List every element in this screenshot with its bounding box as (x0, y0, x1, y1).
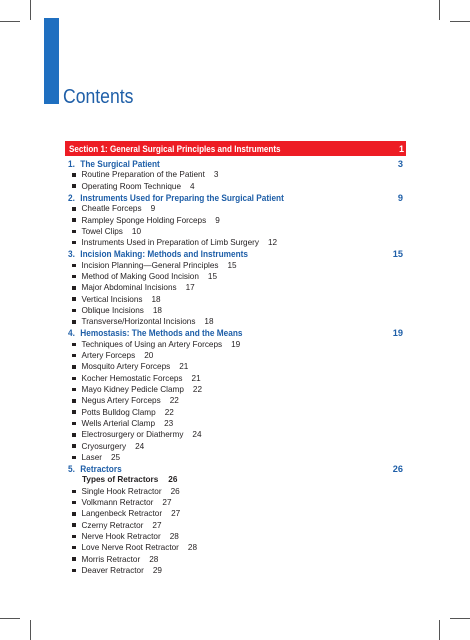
entry-page: 20 (144, 351, 154, 361)
entry-title: Major Abdominal Incisions (81, 283, 177, 293)
crop-mark (0, 21, 20, 22)
chapter-entry[interactable] (68, 192, 404, 203)
chapter-label (68, 159, 160, 169)
square-bullet-icon (72, 184, 76, 188)
entry-page: 9 (150, 204, 156, 214)
square-bullet-icon (72, 320, 76, 324)
entry-page: 25 (110, 452, 121, 462)
entry-page: 22 (192, 385, 203, 395)
list-item[interactable] (68, 305, 404, 316)
list-item[interactable] (68, 508, 404, 519)
list-item[interactable] (68, 429, 404, 440)
list-item[interactable] (68, 497, 404, 508)
chapter-entry[interactable] (68, 248, 404, 259)
entry-title: Operating Room Technique (81, 181, 182, 191)
entry-page: 19 (231, 339, 241, 349)
chapter-title: Instruments Used for Preparing the Surgical Patient (80, 192, 284, 203)
chapter-entry[interactable] (68, 158, 404, 169)
list-item[interactable] (68, 271, 404, 282)
entry-title: Electrosurgery or Diathermy (81, 430, 184, 440)
list-item[interactable] (68, 169, 404, 180)
square-bullet-icon (72, 512, 76, 516)
square-bullet-icon (72, 218, 76, 222)
list-item[interactable] (68, 237, 404, 248)
list-item[interactable] (68, 260, 404, 271)
list-item[interactable] (68, 565, 404, 576)
entry-page: 29 (152, 565, 162, 575)
page-title: Contents (63, 86, 134, 108)
entry-page: 9 (215, 215, 220, 225)
crop-mark (450, 21, 470, 22)
entry-title: Volkmann Retractor (81, 498, 154, 508)
square-bullet-icon (72, 490, 76, 494)
entry-title: Mosquito Artery Forceps (81, 362, 171, 372)
entry-title: Cheatle Forceps (81, 204, 142, 214)
entry-page: 27 (162, 498, 172, 508)
entry-page: 26 (170, 486, 180, 496)
entry-page: 12 (267, 238, 278, 248)
square-bullet-icon (72, 557, 76, 561)
entry-page: 18 (204, 317, 214, 327)
list-item[interactable] (68, 452, 404, 463)
entry-page: 28 (187, 543, 197, 553)
entry-title: Incision Planning—General Principles (81, 260, 219, 270)
accent-bar (44, 18, 59, 104)
entry-page: 28 (169, 531, 179, 541)
list-item[interactable] (68, 418, 404, 429)
entry-title: Kocher Hemostatic Forceps (81, 373, 183, 383)
entry-page: 18 (151, 294, 161, 304)
square-bullet-icon (72, 365, 76, 369)
chapter-number: 3. (68, 249, 75, 260)
entry-page: 15 (207, 272, 218, 282)
entry-page: 23 (164, 418, 174, 428)
list-item[interactable] (68, 531, 404, 542)
list-item[interactable] (68, 520, 404, 531)
table-of-contents (68, 158, 404, 576)
section-header[interactable] (65, 141, 406, 156)
list-item[interactable] (68, 214, 404, 225)
list-item[interactable] (68, 361, 404, 372)
square-bullet-icon (72, 546, 76, 550)
chapter-page: 9 (397, 192, 403, 203)
chapter-title: The Surgical Patient (80, 158, 160, 169)
crop-mark (439, 0, 440, 20)
section-title: Section 1: General Surgical Principles and Instruments (69, 143, 281, 154)
entry-title: Techniques of Using an Artery Forceps (81, 339, 223, 349)
entry-page: 10 (131, 226, 142, 236)
chapter-page: 15 (392, 249, 403, 260)
square-bullet-icon (72, 230, 76, 234)
entry-title: Artery Forceps (81, 351, 136, 361)
list-item[interactable] (68, 440, 404, 451)
crop-mark (30, 620, 31, 640)
entry-title: Routine Preparation of the Patient (81, 170, 205, 180)
square-bullet-icon (72, 569, 76, 573)
square-bullet-icon (72, 275, 76, 279)
chapter-number: 4. (68, 328, 75, 339)
list-item[interactable] (68, 384, 404, 395)
list-item[interactable] (68, 339, 404, 350)
entry-page: 28 (149, 554, 159, 564)
chapter-title: Hemostasis: The Methods and the Means (80, 328, 243, 339)
entry-page: 21 (179, 362, 189, 372)
entry-title: Rampley Sponge Holding Forceps (81, 215, 207, 225)
entry-title: Instruments Used in Preparation of Limb Surgery (81, 238, 259, 248)
entry-title: Transverse/Horizontal Incisions (81, 317, 196, 327)
entry-title: Laser (81, 452, 102, 462)
entry-title: Langenbeck Retractor (81, 509, 163, 519)
chapter-title: Incision Making: Methods and Instruments (80, 249, 248, 260)
entry-title: Oblique Incisions (81, 306, 144, 315)
crop-mark (439, 620, 440, 640)
entry-title: Towel Clips (81, 226, 123, 236)
square-bullet-icon (72, 297, 76, 301)
square-bullet-icon (72, 444, 76, 448)
chapter-label (68, 249, 248, 259)
entry-page: 17 (185, 283, 195, 293)
list-item[interactable] (68, 350, 404, 361)
square-bullet-icon (72, 241, 76, 245)
entry-title: Nerve Hook Retractor (81, 531, 161, 541)
entry-page: 27 (152, 520, 162, 530)
entry-page: 26 (168, 475, 178, 485)
list-item[interactable] (68, 294, 404, 305)
crop-mark (0, 618, 20, 619)
square-bullet-icon (72, 343, 76, 347)
square-bullet-icon (72, 354, 76, 358)
entry-page: 21 (191, 373, 201, 383)
list-item[interactable] (68, 203, 404, 214)
chapter-label (68, 328, 243, 338)
section-page: 1 (398, 143, 404, 154)
entry-page: 22 (169, 396, 179, 406)
chapter-page: 3 (397, 158, 403, 169)
entry-title: Love Nerve Root Retractor (81, 543, 179, 553)
square-bullet-icon (72, 422, 76, 426)
entry-title: Single Hook Retractor (81, 486, 162, 496)
chapter-entry[interactable] (68, 463, 404, 474)
entry-title: Cryosurgery (81, 441, 127, 451)
square-bullet-icon (72, 309, 76, 313)
list-item[interactable] (68, 486, 404, 497)
subheading-entry[interactable] (68, 474, 404, 485)
list-item[interactable] (68, 181, 404, 192)
list-item[interactable] (68, 542, 404, 553)
square-bullet-icon (72, 377, 76, 381)
entry-title: Potts Bulldog Clamp (81, 407, 156, 417)
list-item[interactable] (68, 226, 404, 237)
entry-page: 24 (192, 430, 202, 440)
entry-page: 22 (164, 407, 174, 417)
square-bullet-icon (72, 173, 76, 177)
entry-title: Mayo Kidney Pedicle Clamp (81, 385, 184, 395)
square-bullet-icon (72, 523, 76, 527)
chapter-number: 1. (68, 158, 75, 169)
square-bullet-icon (72, 399, 76, 403)
chapter-title: Retractors (80, 463, 122, 474)
entry-page: 24 (135, 441, 145, 451)
chapter-number: 5. (68, 463, 75, 474)
entry-title: Wells Arterial Clamp (81, 418, 156, 428)
list-item[interactable] (68, 316, 404, 327)
square-bullet-icon (72, 410, 76, 414)
crop-mark (450, 618, 470, 619)
square-bullet-icon (72, 207, 76, 211)
square-bullet-icon (72, 535, 76, 539)
list-item[interactable] (68, 282, 404, 293)
list-item[interactable] (68, 373, 404, 384)
square-bullet-icon (72, 264, 76, 268)
entry-title: Morris Retractor (81, 554, 141, 564)
square-bullet-icon (72, 286, 76, 290)
entry-title: Types of Retractors (82, 475, 159, 485)
square-bullet-icon (72, 456, 76, 460)
chapter-page: 26 (392, 463, 403, 474)
chapter-page: 19 (392, 328, 403, 339)
chapter-number: 2. (68, 192, 75, 203)
entry-page: 18 (152, 306, 162, 315)
crop-mark (30, 0, 31, 20)
list-item[interactable] (68, 407, 404, 418)
entry-title: Deaver Retractor (81, 565, 144, 575)
entry-title: Method of Making Good Incision (81, 272, 199, 282)
square-bullet-icon (72, 388, 76, 392)
entry-page: 27 (171, 509, 181, 519)
square-bullet-icon (72, 501, 76, 505)
entry-title: Czerny Retractor (81, 520, 144, 530)
entry-page: 15 (227, 260, 237, 270)
entry-title: Negus Artery Forceps (81, 396, 161, 406)
square-bullet-icon (72, 433, 76, 437)
list-item[interactable] (68, 395, 404, 406)
entry-title: Vertical Incisions (81, 294, 143, 304)
chapter-label (68, 464, 122, 474)
entry-page: 4 (190, 181, 195, 191)
entry-page: 3 (213, 170, 219, 180)
list-item[interactable] (68, 553, 404, 564)
chapter-entry[interactable] (68, 327, 404, 338)
chapter-label (68, 193, 284, 203)
